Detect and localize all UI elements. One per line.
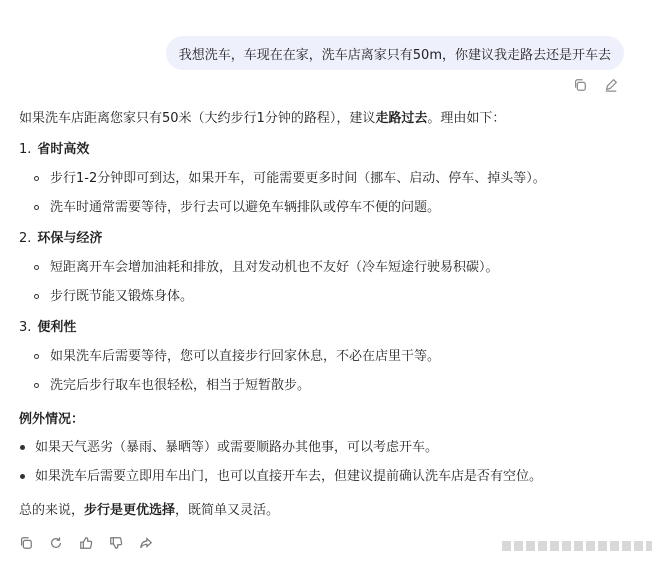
assistant-reply xyxy=(19,110,639,520)
copy-icon[interactable] xyxy=(19,536,33,550)
reply-actions xyxy=(19,536,153,550)
section-heading xyxy=(19,141,639,159)
edit-icon[interactable] xyxy=(604,78,618,92)
list-item xyxy=(19,348,639,366)
list-item-text: 步行1-2分钟即可到达，如果开车，可能需要更多时间（挪车、启动、停车、掉头等）。 xyxy=(50,171,546,186)
bullet-icon xyxy=(34,205,39,210)
regenerate-icon[interactable] xyxy=(49,536,63,550)
reason-section-2 xyxy=(19,230,639,306)
section-title: 环保与经济 xyxy=(37,231,103,246)
conclusion-prefix: 总的来说， xyxy=(19,503,85,518)
section-heading xyxy=(19,319,639,337)
list-item xyxy=(19,259,639,277)
list-item-text: 洗车时通常需要等待，步行去可以避免车辆排队或停车不便的问题。 xyxy=(50,200,441,215)
list-item xyxy=(19,468,639,486)
reply-intro xyxy=(19,110,639,128)
bullet-icon xyxy=(34,294,39,299)
bullet-icon xyxy=(34,354,39,359)
intro-bold: 走路过去 xyxy=(375,111,428,126)
list-item xyxy=(19,439,639,457)
reply-conclusion xyxy=(19,502,639,520)
conclusion-bold: 步行是更优选择 xyxy=(84,503,176,518)
section-number: 3. xyxy=(19,320,32,335)
thumbs-up-icon[interactable] xyxy=(79,536,93,550)
list-item-text: 如果洗车后需要等待，您可以直接步行回家休息，不必在店里干等。 xyxy=(50,349,441,364)
bullet-icon xyxy=(34,176,39,181)
copy-icon[interactable] xyxy=(573,78,587,92)
bullet-icon xyxy=(34,383,39,388)
section-heading xyxy=(19,230,639,248)
reason-section-3 xyxy=(19,319,639,395)
section-number: 2. xyxy=(19,231,32,246)
user-message-tools xyxy=(573,78,618,92)
list-item xyxy=(19,288,639,306)
reason-section-1 xyxy=(19,141,639,217)
list-item-text: 步行既节能又锻炼身体。 xyxy=(50,289,194,304)
list-item-text: 短距离开车会增加油耗和排放，且对发动机也不友好（冷车短途行驶易积碳）。 xyxy=(50,260,499,275)
bullet-icon xyxy=(20,474,25,479)
section-title: 便利性 xyxy=(37,320,77,335)
exception-heading: 例外情况： xyxy=(19,412,85,427)
intro-suffix: 。理由如下： xyxy=(427,111,506,126)
thumbs-down-icon[interactable] xyxy=(109,536,123,550)
list-item-text: 洗完后步行取车也很轻松，相当于短暂散步。 xyxy=(50,378,311,393)
user-message-bubble xyxy=(166,36,624,70)
bullet-icon xyxy=(34,265,39,270)
list-item xyxy=(19,170,639,188)
list-item xyxy=(19,377,639,395)
section-number: 1. xyxy=(19,142,32,157)
user-message-text: 我想洗车，车现在在家，洗车店离家只有50m，你建议我走路去还是开车去 xyxy=(178,47,611,63)
section-title: 省时高效 xyxy=(37,142,90,157)
list-item-text: 如果洗车后需要立即用车出门，也可以直接开车去，但建议提前确认洗车店是否有空位。 xyxy=(35,469,543,484)
share-icon[interactable] xyxy=(139,536,153,550)
intro-prefix: 如果洗车店距离您家只有50米（大约步行1分钟的路程），建议 xyxy=(19,111,376,126)
list-item xyxy=(19,199,639,217)
conclusion-suffix: ，既简单又灵活。 xyxy=(175,503,280,518)
watermark xyxy=(502,541,652,551)
list-item-text: 如果天气恶劣（暴雨、暴晒等）或需要顺路办其他事，可以考虑开车。 xyxy=(35,440,439,455)
bullet-icon xyxy=(20,445,25,450)
